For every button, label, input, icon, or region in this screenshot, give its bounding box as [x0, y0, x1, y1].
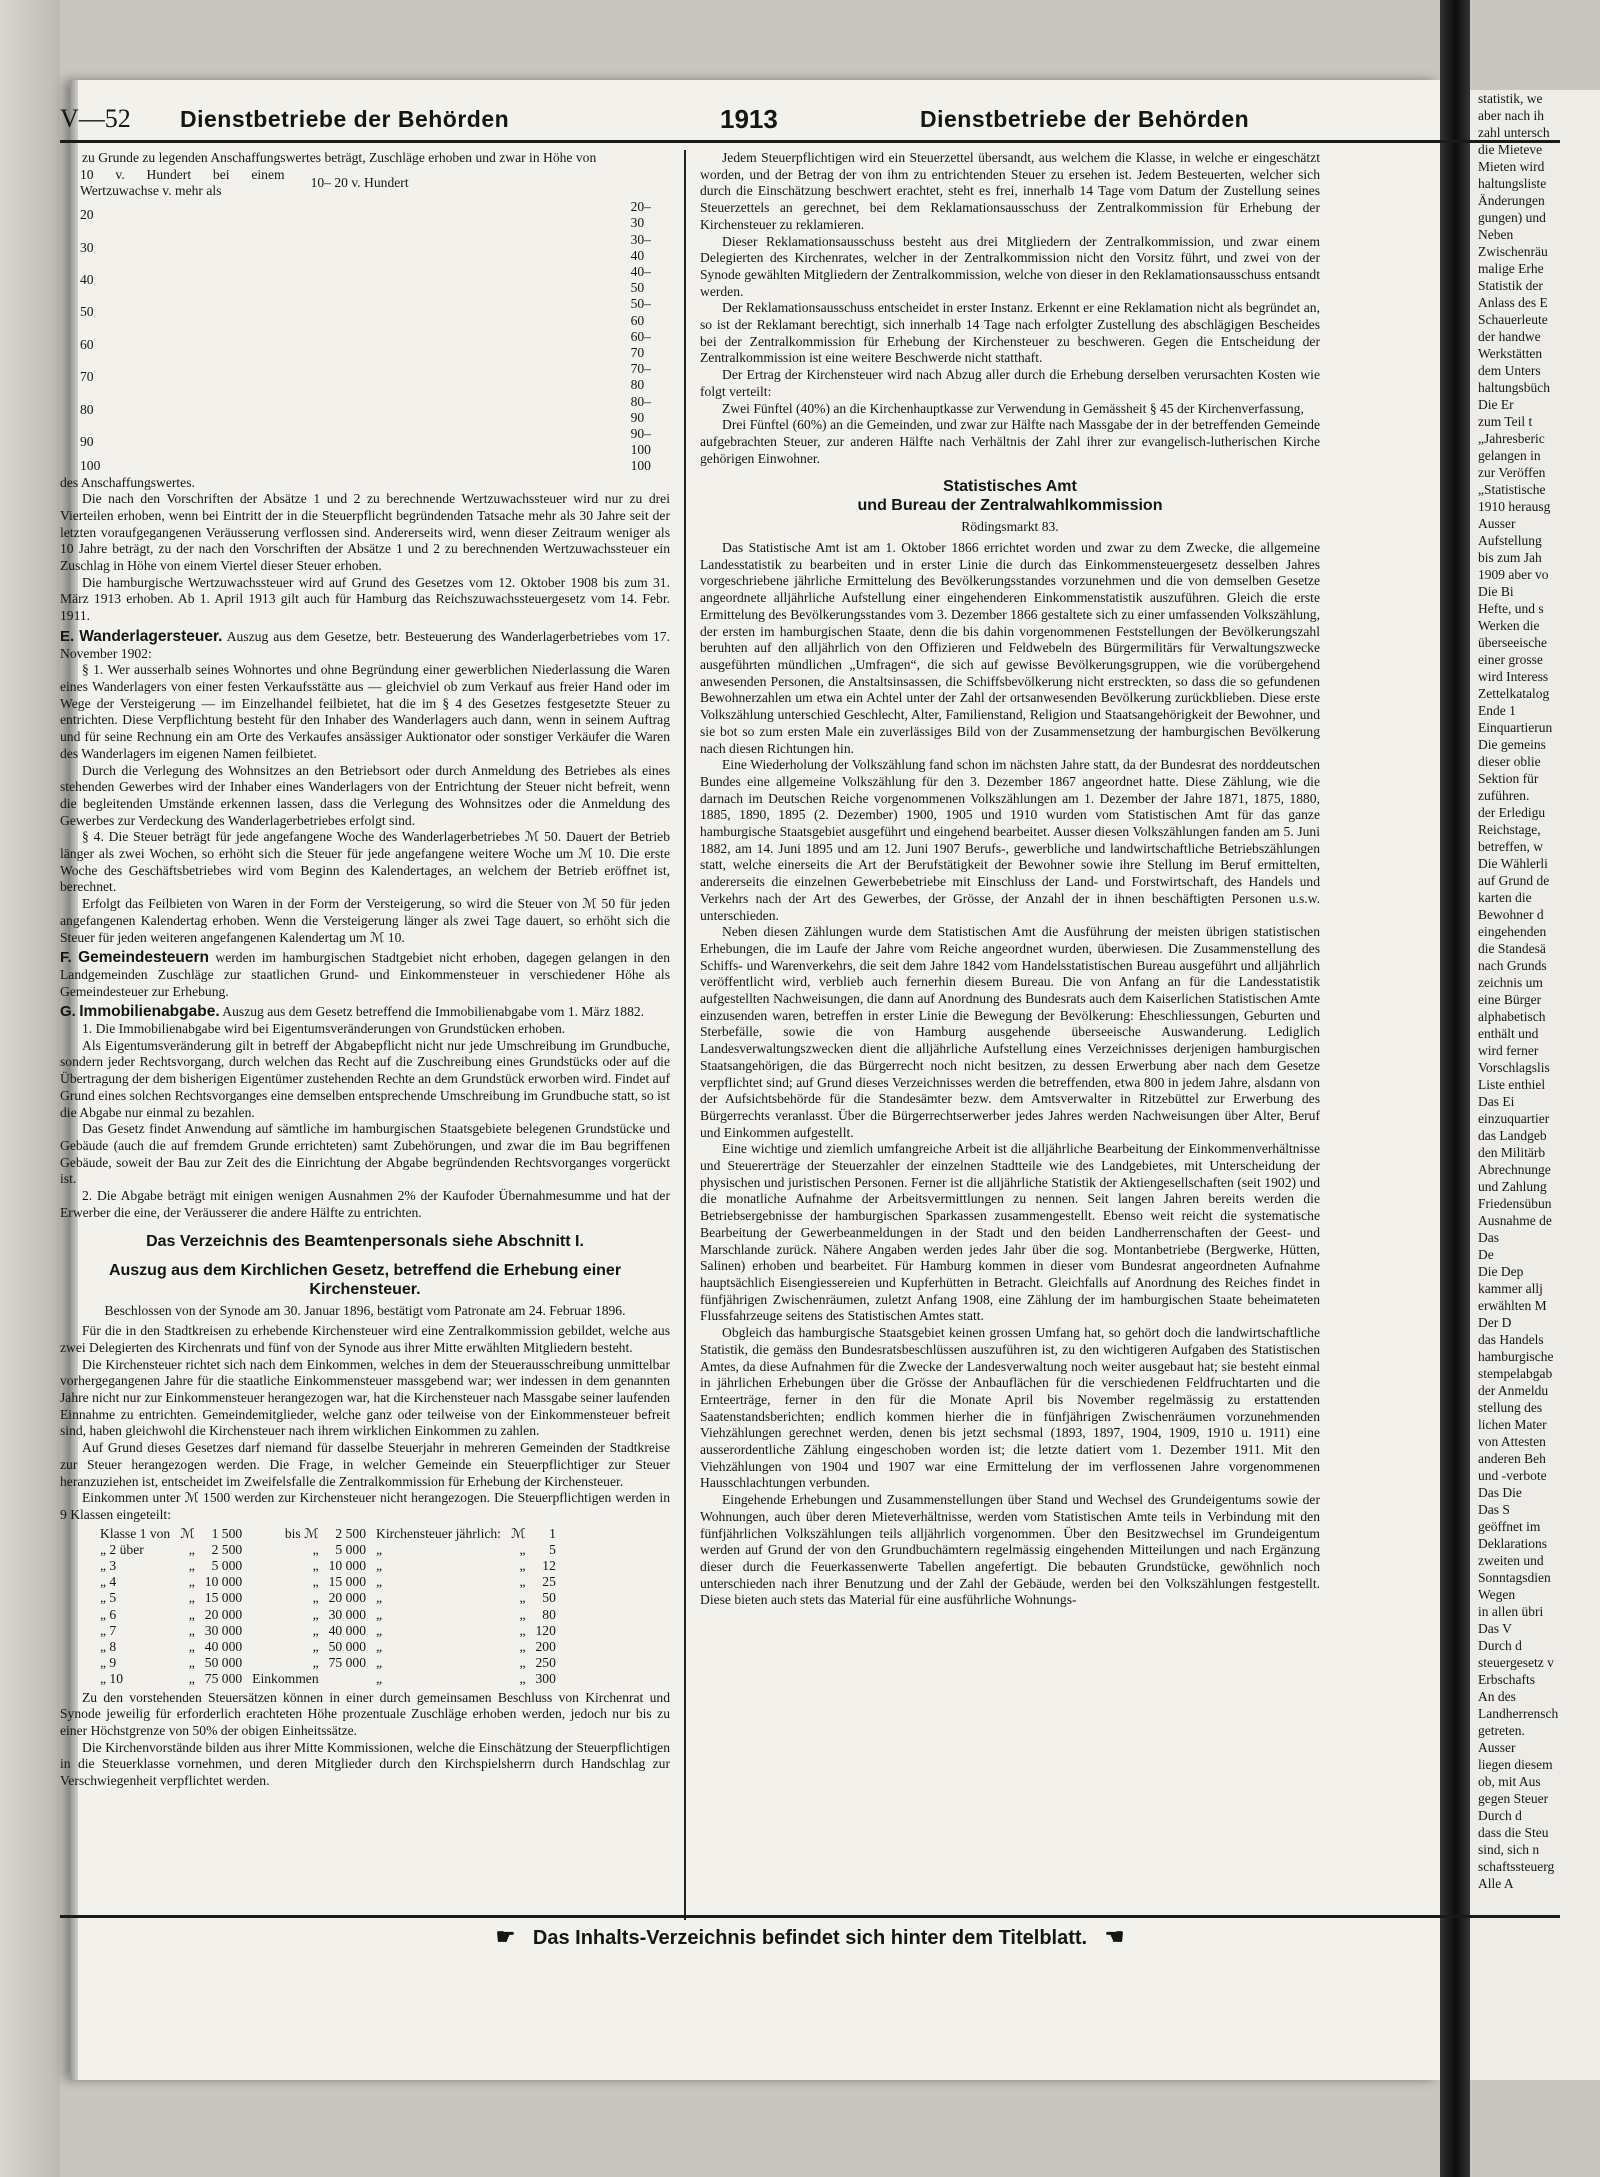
next-page-line: alphabetisch: [1478, 1009, 1546, 1024]
rate-cell-surcharge: 50: [80, 304, 94, 320]
rate-cell-surcharge: 70: [80, 369, 94, 385]
tax-class-cell: „: [312, 1622, 319, 1638]
tax-class-cell: „: [376, 1574, 383, 1590]
rate-cell-surcharge: 60: [80, 336, 94, 352]
paragraph: Jedem Steuerpflichtigen wird ein Steuerzettel übersandt, aus welchem die Klasse, in welche er eingeschätzt worden, und der Betrag der von ihm zu entrichtenden Steuer zu ersehen ist. Jedem Besteuerten, welcher sich durch die Einschätzung beschwert erachtet, steht es frei, innerhalb 14 Tage vom Datum der Zustellung seines Steuerzettels an gerechnet, bei dem Reklamationsausschuss der Zentralkommission für Erhebung der Kirchensteuer zu reklamieren.: [700, 150, 1320, 232]
section-f: [60, 950, 670, 1000]
next-page-line: Ausser: [1478, 516, 1516, 531]
next-page-line: stellung des: [1478, 1400, 1543, 1415]
paragraph: Eine wichtige und ziemlich umfangreiche Arbeit ist die alljährliche Bearbeitung der Einkommenverhältnisse und Steuererträge der Steuerzahler der einzelnen Stadtteile wie des Landgebietes, mit Unterscheidung der physischen und juristischen Personen. Ferner ist die alljährliche Statistik der Aktiengesellschaften (seit 1902) und die monatliche Aufnahme der Arbeitsvermittlungen zu nennen. Seit langen Jahren bereits werden die Betriebsergebnisse der hamburgischen Sparkassen zusammengestellt. Ebenso weit reicht die systematische Bearbeitung der Gewerbeanmeldungen in der Stadt und den beiden Landherrenschaften der Geest- und Marschlande zurück. Nähere Angaben werden jedes Jahr über die sog. Montanbetriebe (Bergwerke, Hütten, Salinen) erhoben und bearbeitet. Für Hamburg kommen in dieser vom Bundesrat angeordneten Aufnahme hauptsächlich Eisengiessereien und Kupferhütten in Betracht. Gleichfalls auf Anordnung des Reiches findet in fünfjährigen Zwischenräumen, zuletzt Anfang 1908, eine Zählung der im hamburgischen Staate beheimateten Flussfahrzeuge seitens des Statistischen Amtes statt.: [700, 1141, 1320, 1324]
paragraph: Durch die Verlegung des Wohnsitzes an den Betriebsort oder durch Anmeldung des Betriebes als eines stehenden Gewerbes wird der Inhaber eines Wanderlagers von der Entrichtung der Steuer nicht befreit, wenn die begleitenden Umstände erkennen lassen, dass die Verlegung des Wohnsitzes oder die Anmeldung des Gewerbes zur Verdeckung des Wanderlagerbetriebes erfolgt sind.: [60, 762, 670, 828]
next-page-line: gelangen in: [1478, 448, 1541, 463]
tax-class-cell: Einkommen: [252, 1671, 319, 1687]
next-page-line: Einquartierun: [1478, 720, 1553, 735]
paragraph: Das Statistische Amt ist am 1. Oktober 1866 errichtet worden und zwar zu dem Zwecke, die allgemeine Landesstatistik zu bearbeiten und in erster Linie die durch das Einkommensteuergesetz desselben Jahres vorgeschriebene jährliche Ermittelung des Bevölkerungsstandes vorzunehmen und die von demselben Gesetze angeordnete alljährliche Aufstellung einer eingehenderen Einkommenstatistik auszuführen. Gleich die erste Ermittelung des Bevölkerungsstandes vom 3. Dezember 1866 gestaltete sich zu einer umfassenden Volkszählung, der ersten im hamburgischen Staate, denn die bis dahin vorgenommenen Feststellungen der Bevölkerungszahl beruhten auf den alljährlich von den Offizieren und Feldwebeln des Bürgermilitärs für Verwaltungszwecke ausgeführten mündlichen „Umfragen“, die sich auf gewisse Bevölkerungsgruppen, wie die vorübergehend anwesenden Personen, die Anstaltsinsassen, die Schiffsbevölkerung nicht erstreckten, so dass die so gefundenen Bewohnerzahlen um etwa ein Achtel unter der Zahl der ortsanwesenden Bevölkerung zurückblieben. Diese erste Volkszählung unterschied Geschlecht, Alter, Familienstand, Religion und Staatsangehörigkeit der Bewohner, und sie bot so zum ersten Male ein zuverlässiges Bild von der Zusammensetzung der hamburgischen Bevölkerung nach diesen Richtungen hin.: [700, 540, 1320, 756]
tax-class-cell: „: [312, 1655, 319, 1671]
tax-class-row: [100, 1607, 566, 1623]
next-page-line: eine Bürger: [1478, 992, 1542, 1007]
tax-class-cell: „: [188, 1655, 195, 1671]
scan-background: [0, 0, 60, 2177]
rate-cell-range: 70– 80: [630, 361, 651, 393]
tax-class-row: [100, 1639, 566, 1655]
next-page-fragment: [1470, 90, 1600, 2080]
paragraph: Drei Fünftel (60%) an die Gemeinden, und zwar zur Hälfte nach Massgabe der in der betreffenden Gemeinde aufgebrachten Steuer, zur anderen Hälfte nach Verhältnis der Zahl ihrer zur evangelisch-lutherischen Kirche gehörigen Einwohner.: [700, 417, 1320, 466]
tax-class-cell: 5 000: [211, 1558, 243, 1574]
tax-class-cell: „: [312, 1558, 319, 1574]
next-page-line: Vorschlagslis: [1478, 1060, 1550, 1075]
tax-class-cell: 15 000: [328, 1574, 367, 1590]
tax-class-cell: „: [188, 1558, 195, 1574]
tax-class-cell: 10 000: [204, 1574, 243, 1590]
next-page-line: anderen Beh: [1478, 1451, 1546, 1466]
tax-class-cell: 30 000: [328, 1606, 367, 1622]
next-page-line: Reichstage,: [1478, 822, 1541, 837]
tax-class-row: [100, 1655, 566, 1671]
paragraph: Erfolgt das Feilbieten von Waren in der Form der Versteigerung, so wird die Steuer von ℳ 50 für jeden angefangenen Kalendertag erhoben. Wenn die Versteigerung länger als zwei Tage dauert, so erhöht sich die Steuer für jeden weiteren angefangenen Kalendertag um ℳ 10.: [60, 896, 670, 945]
tax-class-cell: 80: [542, 1606, 556, 1622]
next-page-line: „Jahresberic: [1478, 431, 1545, 446]
tax-class-cell: 50 000: [204, 1655, 243, 1671]
tax-class-cell: 200: [535, 1639, 556, 1655]
next-page-line: die Mieteve: [1478, 142, 1543, 157]
paragraph: Die Kirchenvorstände bilden aus ihrer Mitte Kommissionen, welche die Einschätzung der Steuerpflichtigen in die Steuerklasse vornehmen, und deren Mitglieder durch den Kirchspielsherrn durch Handschlag zur Verschwiegenheit verpflichtet werden.: [60, 1739, 670, 1789]
next-page-line: erwählten M: [1478, 1298, 1547, 1313]
paragraph: Dieser Reklamationsausschuss besteht aus drei Mitgliedern der Zentralkommission, und zwar einem Delegierten des Kirchenrates, welcher in der Zentralkommission nicht den Vorsitz führt, und zwei von der Synode gewählten Mitgliedern der Zentralkommission, welche von dieser in den Reklamationsausschuss entsandt werden.: [700, 233, 1320, 299]
next-page-line: Das S: [1478, 1502, 1510, 1517]
tax-class-cell: „ 5: [100, 1590, 117, 1606]
tax-class-cell: 75 000: [328, 1655, 367, 1671]
footer-text: Das Inhalts-Verzeichnis befindet sich hinter dem Titelblatt.: [532, 1927, 1088, 1949]
next-page-line: statistik, we: [1478, 91, 1543, 106]
next-page-line: das Handels: [1478, 1332, 1544, 1347]
tax-class-cell: „: [312, 1590, 319, 1606]
next-page-line: Werkstätten: [1478, 346, 1543, 361]
paragraph: Einkommen unter ℳ 1500 werden zur Kirchensteuer nicht herangezogen. Die Steuerpflichtigen werden in 9 Klassen eingeteilt:: [60, 1490, 670, 1522]
next-page-line: Friedensübun: [1478, 1196, 1552, 1211]
next-page-line: Die Dep: [1478, 1264, 1524, 1279]
rate-table: [80, 167, 670, 475]
tax-class-cell: 40 000: [204, 1639, 243, 1655]
next-page-line: Das Ei: [1478, 1094, 1515, 1109]
next-page-line: aber nach ih: [1478, 108, 1544, 123]
next-page-line: enthält und: [1478, 1026, 1539, 1041]
tax-class-cell: „ 2 über: [100, 1541, 144, 1557]
intro-text: zu Grunde zu legenden Anschaffungswertes beträgt, Zuschläge erhoben und zwar in Höhe von: [82, 150, 597, 165]
tax-class-cell: 120: [535, 1622, 556, 1638]
next-page-line: Durch d: [1478, 1638, 1522, 1653]
tax-class-cell: „: [312, 1639, 319, 1655]
rate-row: [80, 264, 670, 296]
tax-class-cell: „: [376, 1590, 383, 1606]
rate-row: [80, 167, 670, 199]
tax-class-table: [100, 1526, 566, 1688]
tax-class-cell: „: [312, 1606, 319, 1622]
next-page-line: Zwischenräu: [1478, 244, 1548, 259]
tax-class-row: [100, 1558, 566, 1574]
tax-class-cell: „: [188, 1671, 195, 1687]
kirchensteuer-heading: Auszug aus dem Kirchlichen Gesetz, betreffend die Erhebung einer Kirchensteuer.: [108, 1261, 622, 1298]
tax-class-cell: „: [376, 1558, 383, 1574]
next-page-line: kammer allj: [1478, 1281, 1543, 1296]
next-page-line: Statistik der: [1478, 278, 1543, 293]
tax-class-cell: 10 000: [328, 1558, 367, 1574]
next-page-line: karten die: [1478, 890, 1532, 905]
rate-cell-range: 100: [630, 458, 651, 474]
next-page-line: ob, mit Aus: [1478, 1774, 1541, 1789]
rate-cell-surcharge: 100: [80, 458, 101, 474]
next-page-line: die Standesä: [1478, 941, 1546, 956]
next-page-line: bis zum Jah: [1478, 550, 1542, 565]
header-left-title: Dienstbetriebe der Behörden: [180, 106, 510, 132]
tax-class-cell: 12: [542, 1558, 556, 1574]
tax-class-cell: „: [376, 1655, 383, 1671]
tax-class-cell: „: [312, 1541, 319, 1557]
next-page-line: Ausser: [1478, 1740, 1516, 1755]
header-right-title: Dienstbetriebe der Behörden: [920, 106, 1250, 132]
next-page-line: Liste enthiel: [1478, 1077, 1546, 1092]
tax-class-row: [100, 1623, 566, 1639]
next-page-line: geöffnet im: [1478, 1519, 1541, 1534]
tax-class-row: [100, 1590, 566, 1606]
section-intro: Auszug aus dem Gesetze, betr. Besteuerung des Wanderlagerbetriebes vom 17. November 1902:: [60, 628, 670, 661]
next-page-line: der handwe: [1478, 329, 1541, 344]
next-page-line: Landherrensch: [1478, 1706, 1559, 1721]
tax-class-cell: „: [519, 1558, 526, 1574]
paragraph: Der Reklamationsausschuss entscheidet in erster Instanz. Erkennt er eine Reklamation nicht als begründet an, so ist der Reklamant berechtigt, sich innerhalb 14 Tage nach erfolgter Zustellung des abschlägigen Bescheides bei der Zentralkommission für Erhebung der Kirchensteuer zu beschweren. Gegen die Entscheidung der Zentralkommission ist eine weitere Beschwerde nicht statthaft.: [700, 300, 1320, 366]
tax-class-cell: „: [519, 1671, 526, 1687]
statistik-heading: Statistisches Amt: [943, 478, 1077, 496]
paragraph: Als Eigentumsveränderung gilt in betreff der Abgabepflicht nicht nur jede Umschreibung im Grundbuche, sondern jeder Rechtsvorgang, durch welchen das Recht auf die Zuschreibung eines Grundstücks oder auf die Übertragung der dem bisherigen Eigentümer zustehenden Rechte an dem Grundstück erworben wird. Findet auf Grund eines solchen Rechtsvorganges eine demselben entsprechende Umschreibung im Grundbuche statt, so ist die Abgabe nur einmal zu bezahlen.: [60, 1037, 670, 1120]
paragraph: Zu den vorstehenden Steuersätzen können in einer durch gemeinsamen Beschluss von Kirchenrat und Synode jeweilig für erforderlich erachteten Höhe prozentuale Zuschläge erhoben werden, jedoch nur bis zu einer Höchstgrenze von 50% der obigen Einheitssätze.: [60, 1689, 670, 1739]
next-page-line: einzuquartier: [1478, 1111, 1550, 1126]
rate-cell-surcharge: 20: [80, 207, 94, 223]
paragraph: Auf Grund dieses Gesetzes darf niemand für dasselbe Steuerjahr in mehreren Gemeinden der Stadtkreise zur Steuer herangezogen werden. Die Frage, in welcher Gemeinde ein Steuerpflichtiger zur Steuer heranzuziehen ist, entscheidet im Zweifelsfalle die Zentralkommission für Erhebung der Kirchensteuer.: [60, 1440, 670, 1489]
next-page-line: haltungsbüch: [1478, 380, 1550, 395]
left-column: [60, 150, 670, 1900]
page-footer: [60, 1915, 1560, 1958]
next-page-line: Das V: [1478, 1621, 1512, 1636]
tax-class-row: [100, 1574, 566, 1590]
next-page-line: liegen diesem: [1478, 1757, 1553, 1772]
next-page-line: und Zahlung: [1478, 1179, 1547, 1194]
tax-class-cell: „: [188, 1541, 195, 1557]
tax-class-cell: 50 000: [328, 1639, 367, 1655]
rate-cell-surcharge: 80: [80, 401, 94, 417]
tax-class-cell: „: [188, 1639, 195, 1655]
paragraph: Obgleich das hamburgische Staatsgebiet keinen grossen Umfang hat, so gehört doch die landwirtschaftliche Statistik, die gemäss den Bundesratsbeschlüssen auszuführen ist, zu den wichtigeren Aufgaben des Statistischen Amtes, da diese Aufnahmen für die Zwecke der Landesverwaltung noch weiter ausgebaut hat; sie besteht einmal in jährlichen Erhebungen über die Grösse der Anbauflächen für die verschiedenen Feldfruchtarten und die Ernteerträge, ferner in den für die Monate April bis November regelmässig zu erstattenden Saatenstandsberichten; endlich kommen hierher die in fünfjährigen Zwischenräumen vorzunehmenden Viehzählungen gerechnet werden, denen bis jetzt sechsmal (1893, 1897, 1904, 1909, 1910 u. 1911) eine ausserordentliche Zählung eingeschoben worden ist; die letzte datiert vom 1. Dezember 1911. Mit den Viehzählungen von 1904 und 1907 war eine Ermittelung der im verflossenen Jahre vorgenommenen Hausschlachtungen verbunden.: [700, 1325, 1320, 1491]
tax-class-cell: 2 500: [335, 1525, 367, 1541]
next-page-line: zahl untersch: [1478, 125, 1550, 140]
tax-class-cell: „ 10: [100, 1671, 124, 1687]
paragraph: Für die in den Stadtkreisen zu erhebende Kirchensteuer wird eine Zentralkommission gebildet, welche aus zwei Delegierten des Kirchenrats und fünf von der Synode aus ihrer Mitte erwählten Mitgliedern besteht.: [60, 1323, 670, 1355]
next-page-line: Werken die: [1478, 618, 1540, 633]
next-page-line: gegen Steuer: [1478, 1791, 1549, 1806]
page-header: [60, 100, 1560, 143]
next-page-line: Zettelkatalog: [1478, 686, 1550, 701]
paragraph: Das Gesetz findet Anwendung auf sämtliche im hamburgischen Staatsgebiete belegenen Grundstücke und Gebäude (auch die auf fremdem Grunde errichteten) samt Zubehörungen, und zwar die im Bau begriffenen Gebäude, soweit der Bau zur Zeit des die Einrichtung der Abgabe begründenden Rechtsvorganges vorgerückt ist.: [60, 1121, 670, 1187]
rate-row: [80, 394, 670, 426]
rate-row: [80, 329, 670, 361]
next-page-line: Deklarations: [1478, 1536, 1547, 1551]
tax-class-cell: „: [519, 1606, 526, 1622]
paragraph: Die nach den Vorschriften der Absätze 1 und 2 zu berechnende Wertzuwachssteuer wird nur zu drei Vierteilen erhoben, wenn bei Eintritt der in die Steuerpflicht begründenden Tatsache mehr als 30 Jahre seit der letzten voraufgegangenen Veräusserung verflossen sind. Andererseits wird, wenn dieser Zeitraum weniger als 10 Jahre beträgt, zu der nach den Vorschriften der Absätze 1 und 2 zu berechnenden Wertzuwachssteuer ein Zuschlag in Höhe von einem Viertel dieser Steuer erhoben.: [60, 491, 670, 574]
next-page-line: Die Wählerli: [1478, 856, 1548, 871]
tax-class-cell: 20 000: [328, 1590, 367, 1606]
tax-class-cell: 15 000: [204, 1590, 243, 1606]
zentralwahl-heading: und Bureau der Zentralwahlkommission: [857, 497, 1163, 515]
tax-class-cell: „ 9: [100, 1655, 117, 1671]
kirchensteuer-subtitle: Beschlossen von der Synode am 30. Januar 1896, bestätigt vom Patronate am 24. Februar 1896.: [104, 1302, 626, 1318]
next-page-line: Erbschafts: [1478, 1672, 1535, 1687]
next-page-line: lichen Mater: [1478, 1417, 1547, 1432]
tax-class-cell: 40 000: [328, 1622, 367, 1638]
rate-cell-range: 10– 20 v. Hundert: [310, 174, 409, 190]
tax-class-cell: „: [312, 1574, 319, 1590]
next-page-line: der Erledigu: [1478, 805, 1546, 820]
paragraph: 1. Die Immobilienabgabe wird bei Eigentumsveränderungen von Grundstücken erhoben.: [82, 1021, 566, 1037]
next-page-line: Das: [1478, 1230, 1499, 1245]
book-gutter: [1440, 0, 1470, 2177]
next-page-line: Die Er: [1478, 397, 1514, 412]
column-divider: [684, 150, 686, 1920]
rate-row: [80, 426, 670, 458]
tax-class-cell: „ 7: [100, 1622, 117, 1638]
section-title: Gemeindesteuern: [78, 949, 209, 967]
next-page-line: den Militärb: [1478, 1145, 1546, 1160]
rate-row: [80, 199, 670, 231]
next-page-line: Schauerleute: [1478, 312, 1548, 327]
tax-class-cell: „: [376, 1639, 383, 1655]
statistik-address: Rödingsmarkt 83.: [961, 519, 1059, 535]
next-page-line: Mieten wird: [1478, 159, 1545, 174]
paragraph: § 4. Die Steuer beträgt für jede angefangene Woche des Wanderlagerbetriebes ℳ 50. Dauert der Betrieb länger als zwei Wochen, so erhöht sich die Steuer für jede angefangene weitere Woche um ℳ 10. Die erste Woche des Geschäftsbetriebes wird vom Beginn des Kalendertages, an welchem der Betrieb eröffnet ist, berechnet.: [60, 829, 670, 895]
tax-class-row: [100, 1526, 566, 1542]
rate-cell-range: 20– 30: [630, 199, 651, 231]
tax-class-row: [100, 1542, 566, 1558]
next-page-line: von Attesten: [1478, 1434, 1546, 1449]
next-page-line: Bewohner d: [1478, 907, 1544, 922]
tax-class-cell: „: [188, 1590, 195, 1606]
next-page-line: Ende 1: [1478, 703, 1516, 718]
tax-class-cell: 20 000: [204, 1606, 243, 1622]
next-page-line: Sektion für: [1478, 771, 1539, 786]
verzeichnis-heading: Das Verzeichnis des Beamtenpersonals siehe Abschnitt I.: [146, 1232, 584, 1250]
next-page-line: gungen) und: [1478, 210, 1546, 225]
next-page-line: stempelabgab: [1478, 1366, 1553, 1381]
tax-class-cell: Klasse 1 von: [100, 1525, 171, 1541]
rate-row: [80, 458, 670, 474]
tax-class-cell: bis ℳ: [284, 1525, 319, 1541]
next-page-line: Durch d: [1478, 1808, 1522, 1823]
next-page-line: steuergesetz v: [1478, 1655, 1554, 1670]
tax-class-cell: [329, 1671, 376, 1687]
next-page-line: zur Veröffen: [1478, 465, 1546, 480]
next-page-line: 1909 aber vo: [1478, 567, 1549, 582]
tax-class-cell: 1 500: [211, 1525, 243, 1541]
next-page-line: Abrechnunge: [1478, 1162, 1551, 1177]
next-page-line: sind, sich n: [1478, 1842, 1540, 1857]
next-page-line: zweiten und: [1478, 1553, 1544, 1568]
tax-class-cell: „: [519, 1574, 526, 1590]
next-page-line: Wegen: [1478, 1587, 1516, 1602]
tax-class-cell: 2 500: [211, 1541, 243, 1557]
next-page-line: Neben: [1478, 227, 1514, 242]
rate-cell-surcharge: 40: [80, 272, 94, 288]
tax-class-cell: „ 6: [100, 1606, 117, 1622]
next-page-line: Anlass des E: [1478, 295, 1548, 310]
tax-class-cell: 250: [535, 1655, 556, 1671]
next-page-line: eingehenden: [1478, 924, 1547, 939]
right-column: [700, 150, 1320, 1900]
rate-cell-surcharge: 10 v. Hundert bei einem Wertzuwachse v. mehr als: [80, 166, 285, 198]
tax-class-cell: „: [188, 1574, 195, 1590]
tax-class-cell: „ 4: [100, 1574, 117, 1590]
paragraph: Der Ertrag der Kirchensteuer wird nach Abzug aller durch die Erhebung derselben verursachten Kosten wie folgt verteilt:: [700, 367, 1320, 399]
next-page-line: Die Bi: [1478, 584, 1514, 599]
tax-class-cell: „: [376, 1671, 383, 1687]
rate-cell-range: 50– 60: [630, 296, 651, 328]
section-letter: E.: [60, 627, 75, 645]
section-intro: Auszug aus dem Gesetz betreffend die Immobilienabgabe vom 1. März 1882.: [222, 1004, 645, 1020]
next-page-line: Alle A: [1478, 1876, 1514, 1891]
paragraph: Die Kirchensteuer richtet sich nach dem Einkommen, welches in dem der Steuerausschreibung unmittelbar vorhergegangenen Jahre für die staatliche Einkommensteuer massgebend war; wer indessen in dem genannten Jahre nicht nur zur Einkommensteuer herangezogen war, hat die Kirchensteuer nach Massgabe seiner laufenden Einnahme zu entrichten. Gemeindemitglieder, welche ganz oder teilweise von der Einkommensteuer befreit sind, haben gleichwohl die Kirchensteuer nach ihrem wirklichen Einkommen zu zahlen.: [60, 1356, 670, 1439]
paragraph: Neben diesen Zählungen wurde dem Statistischen Amt die Ausführung der meisten übrigen statistischen Erhebungen, die im Laufe der Jahre vom Reiche angeordnet wurden, überwiesen. Die Zusammenstellung des Schiffs- und Warenverkehrs, die seit dem Jahre 1842 vom Handelsstatistischen Bureau ausgeführt und alljährlich veröffentlicht wird, verblieb auch fernerhin diesem Bureau. Die von Anfang an für die Landesstatistik aufgestellten Nachweisungen, die dann auf Anordnung des Bundesrats auch dem Kaiserlichen Statistischen Amte einzusenden waren, betreffen in erster Linie die Bewegung der Bevölkerung: Eheschliessungen, Geburten und Sterbefälle, sowie die von Hamburg ausgehende überseeische Auswanderung. Lediglich Landesverwaltungszwecken dient die alljährliche Aufstellung eines Verzeichnisses derjenigen hamburgischen Staatsangehörigen, die das Bürgerrecht noch nicht besitzen, zu dessen Erwerbung aber nach dem Gesetze verpflichtet sind; auf Grund dieses Verzeichnisses werden die betreffenden, etwa 800 in jedem Jahre, alsdann von der Aufsichtsbehörde für die Standesämter bezw. dem Amtsverwalter in Ritzebüttel zur Erwerbung des Bürgerrechts veranlasst. Über die Bürgerrechtserwerber jedes Jahres werden Nachweisungen über Alter, Beruf und Einkommen aufgestellt.: [700, 924, 1320, 1140]
next-page-line: malige Erhe: [1478, 261, 1544, 276]
next-page-line: wird Interess: [1478, 669, 1549, 684]
tax-class-cell: „: [188, 1622, 195, 1638]
tax-class-cell: 50: [542, 1590, 556, 1606]
section-g: [60, 1004, 670, 1021]
page-number: V—52: [60, 104, 131, 133]
section-e: [60, 629, 670, 662]
next-page-line: zum Teil t: [1478, 414, 1533, 429]
next-page-line: einer grosse: [1478, 652, 1543, 667]
tax-class-cell: „: [519, 1541, 526, 1557]
next-page-line: dass die Steu: [1478, 1825, 1549, 1840]
tax-class-cell: „: [376, 1622, 383, 1638]
next-page-line: zeichnis um: [1478, 975, 1543, 990]
next-page-line: Hefte, und s: [1478, 601, 1544, 616]
tax-class-row: [100, 1671, 566, 1687]
rate-cell-range: 60– 70: [630, 328, 651, 360]
tax-class-cell: 1: [549, 1525, 556, 1541]
section-title: Wanderlagersteuer.: [79, 627, 223, 645]
next-page-line: nach Grunds: [1478, 958, 1547, 973]
tax-class-cell: „: [519, 1590, 526, 1606]
rates-tail: des Anschaffungswertes.: [60, 474, 195, 490]
tax-class-cell: Kirchensteuer jährlich:: [376, 1525, 501, 1541]
tax-class-cell: 30 000: [204, 1622, 243, 1638]
next-page-line: Aufstellung: [1478, 533, 1542, 548]
tax-class-cell: „ 8: [100, 1639, 117, 1655]
next-page-line: 1910 herausg: [1478, 499, 1551, 514]
rate-cell-surcharge: 90: [80, 434, 94, 450]
tax-class-cell: ℳ: [180, 1525, 195, 1541]
pointing-hand-right-icon: ☛: [495, 1924, 516, 1949]
next-page-line: Die gemeins: [1478, 737, 1546, 752]
tax-class-cell: 75 000: [204, 1671, 243, 1687]
paragraph: Die hamburgische Wertzuwachssteuer wird auf Grund des Gesetzes vom 12. Oktober 1908 bis zum 31. März 1913 erhoben. Ab 1. April 1913 gilt auch für Hamburg das Reichszuwachssteuergesetz vom 14. Febr. 1911.: [60, 574, 670, 624]
rate-cell-surcharge: 30: [80, 239, 94, 255]
next-page-line: das Landgeb: [1478, 1128, 1547, 1143]
next-page-line: dem Unters: [1478, 363, 1541, 378]
next-page-line: auf Grund de: [1478, 873, 1550, 888]
next-page-line: wird ferner: [1478, 1043, 1539, 1058]
tax-class-cell: „: [376, 1541, 383, 1557]
next-page-line: De: [1478, 1247, 1494, 1262]
tax-class-cell: 300: [535, 1671, 556, 1687]
next-page-line: und -verbote: [1478, 1468, 1547, 1483]
rate-row: [80, 296, 670, 328]
rate-row: [80, 361, 670, 393]
section-letter: F.: [60, 949, 72, 967]
paragraph: 2. Die Abgabe beträgt mit einigen wenigen Ausnahmen 2% der Kaufoder Übernahmesumme und hat der Erwerber die eine, der Veräusserer die andere Hälfte zu entrichten.: [60, 1188, 670, 1220]
rate-cell-range: 80– 90: [630, 393, 651, 425]
next-page-line: in allen übri: [1478, 1604, 1544, 1619]
next-page-line: überseeische: [1478, 635, 1547, 650]
section-title: Immobilienabgabe.: [79, 1003, 220, 1021]
tax-class-cell: „: [519, 1655, 526, 1671]
next-page-lines: [1470, 90, 1600, 1892]
tax-class-cell: „: [519, 1639, 526, 1655]
next-page-line: Ausnahme de: [1478, 1213, 1552, 1228]
tax-class-cell: „: [519, 1622, 526, 1638]
section-letter: G.: [60, 1003, 76, 1021]
next-page-line: hamburgische: [1478, 1349, 1554, 1364]
next-page-line: betreffen, w: [1478, 839, 1543, 854]
paragraph: § 1. Wer ausserhalb seines Wohnortes und ohne Begründung einer gewerblichen Niederlassung die Waren eines Wanderlagers von einer festen Verkaufsstätte aus — gleichviel ob zum Verkauf aus freier Hand oder im Wege der Versteigerung — im Einzelhandel feilbietet, hat die im § 4 des Gesetzes festgesetzte Steuer zu entrichten. Diese Verpflichtung besteht für den Inhaber des Wanderlagers auch dann, wenn in seinem Auftrag und für seine Rechnung ein am Orte des Verkaufes ansässiger Auktionator oder sonstiger Verkäufer die Waren des Wanderlagers im eigenen Namen feilbietet.: [60, 662, 670, 761]
section-text: werden im hamburgischen Stadtgebiet nicht erhoben, dagegen gelangen in den Landgemeinden Zuschläge zur staatlichen Grund- und Einkommensteuer in verschiedener Höhe als Gemeindesteuer zur Erhebung.: [60, 950, 670, 999]
next-page-line: getreten.: [1478, 1723, 1525, 1738]
next-page-line: dieser oblie: [1478, 754, 1541, 769]
rate-cell-range: 90–100: [630, 425, 651, 458]
next-page-line: zuführen.: [1478, 788, 1530, 803]
next-page-line: Der D: [1478, 1315, 1512, 1330]
next-page-line: haltungsliste: [1478, 176, 1547, 191]
rate-cell-range: 30– 40: [630, 231, 651, 263]
paragraph: Eingehende Erhebungen und Zusammenstellungen über Stand und Wechsel des Grundeigentums sowie der Wohnungen, auch über deren Mieteverhältnisse, werden vom Statistischen Amte teils in Verbindung mit den fünfjährlichen Volkszählungen teils alljährlich vorgenommen. Über den Besitzwechsel im Grundeigentum werden auf Grund der von den Grundbuchämtern regelmässig eingehenden Mitteilungen und nach Ergänzung dieser durch die Feuerkassenwerte Tabellen angefertigt. Die bebauten Grundstücke, gewöhnlich noch unterschieden nach ihrer Benutzung und der Zahl der Gebäude, werden bei den Volkszählungen festgestellt. Diese bieten auch stets das Material für eine ausführliche Wohnungs-: [700, 1492, 1320, 1608]
rate-row: [80, 232, 670, 264]
paragraph: Zwei Fünftel (40%) an die Kirchenhauptkasse zur Verwendung in Gemässheit § 45 der Kirchenverfassung,: [722, 400, 1304, 416]
header-year: 1913: [720, 104, 778, 134]
next-page-line: Änderungen: [1478, 193, 1545, 208]
tax-class-cell: „: [188, 1606, 195, 1622]
pointing-hand-left-icon: ☚: [1104, 1924, 1125, 1949]
next-page-line: schaftssteuerg: [1478, 1859, 1555, 1874]
rate-cell-range: 40– 50: [630, 263, 651, 296]
tax-class-cell: 5 000: [335, 1541, 367, 1557]
paragraph: Eine Wiederholung der Volkszählung fand schon im nächsten Jahre statt, da der Bundesrat des norddeutschen Bundes eine allgemeine Volkszählung für den 3. Dezember 1867 angeordnet hatte. Diese Zählung, wie die darnach im Deutschen Reiche vorgenommenen Volkszählungen am 1. Dezember der Jahre 1871, 1875, 1880, 1885, 1890, 1895 (2. Dezember) 1900, 1905 und 1910 wurden vom Statistischen Amt für das ganze hamburgische Staatsgebiet ausgeführt und eingehend bearbeitet. Ausser diesen Volkszählungen fanden am 5. Juni 1882, am 14. Juni 1895 und am 12. Juni 1907 Berufs-, gewerbliche und landwirtschaftliche Betriebszählungen statt, welche einerseits die Art der Berufstätigkeit der Bewohner sowie ihre Stellung im Beruf ermittelten, andererseits die einzelnen Gewerbebetriebe mit Einschluss der Land- und Forstwirtschaft, des Handels und Verkehrs nach der Art des Gewerbes, der Grösse, der Anzahl der in ihnen beschäftigten Personen u.s.w. unterschieden.: [700, 757, 1320, 923]
tax-class-cell: 25: [542, 1574, 556, 1590]
tax-class-cell: ℳ: [510, 1525, 526, 1541]
next-page-line: Das Die: [1478, 1485, 1522, 1500]
next-page-line: „Statistische: [1478, 482, 1546, 497]
tax-class-cell: „ 3: [100, 1558, 117, 1574]
next-page-line: An des: [1478, 1689, 1516, 1704]
tax-class-cell: 5: [549, 1541, 556, 1557]
next-page-line: Sonntagsdien: [1478, 1570, 1551, 1585]
next-page-line: der Anmeldu: [1478, 1383, 1549, 1398]
tax-class-cell: „: [376, 1606, 383, 1622]
